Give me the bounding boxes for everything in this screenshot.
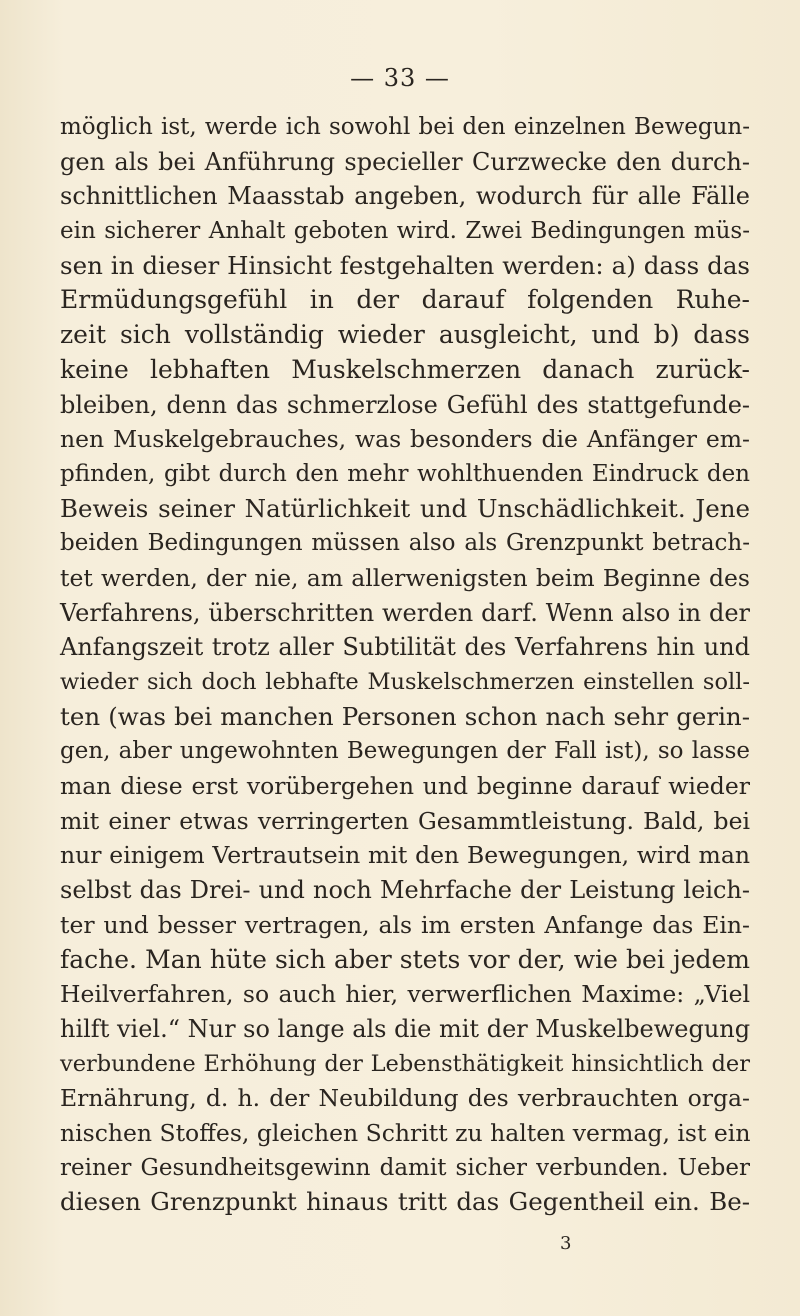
text-line: nen Muskelgebrauches, was besonders die Anfänger em-	[60, 425, 750, 454]
text-line: Beweis seiner Natürlichkeit und Unschädlichkeit. Jene	[60, 493, 750, 523]
text-line: ten (was bei manchen Personen schon nach sehr gerin-	[60, 701, 750, 731]
text-line: zeit sich vollständig wieder ausgleicht, und b) dass	[60, 320, 750, 350]
text-line: mit einer etwas verringerten Gesammtleistung. Bald, bei	[60, 806, 750, 835]
page-number-header: — 33 —	[350, 64, 450, 92]
text-line: Anfangszeit trotz aller Subtilität des Verfahrens hin und	[60, 633, 750, 662]
text-line: hilft viel.“ Nur so lange als die mit der Muskelbewegung	[60, 1014, 751, 1043]
text-line: gen, aber ungewohnten Bewegungen der Fall ist), so lasse	[60, 738, 750, 765]
text-line: keine lebhaften Muskelschmerzen danach zurück-	[60, 354, 750, 384]
text-line: ter und besser vertragen, als im ersten Anfange das Ein-	[60, 910, 750, 939]
body-text	[60, 110, 750, 1220]
text-line: gen als bei Anführung specieller Curzwecke den durch-	[60, 147, 750, 176]
text-line: pfinden, gibt durch den mehr wohlthuenden Eindruck den	[60, 460, 750, 487]
text-line: verbundene Erhöhung der Lebensthätigkeit hinsichtlich der	[60, 1050, 750, 1077]
text-line: wieder sich doch lebhafte Muskelschmerzen einstellen soll-	[60, 669, 750, 695]
text-line: diesen Grenzpunkt hinaus tritt das Gegentheil ein. Be-	[60, 1187, 750, 1217]
text-line: beiden Bedingungen müssen also als Grenzpunkt betrach-	[60, 530, 750, 557]
text-line: reiner Gesundheitsgewinn damit sicher verbunden. Ueber	[60, 1154, 750, 1181]
text-line: Ernährung, d. h. der Neubildung des verbrauchten orga-	[60, 1084, 750, 1113]
text-line: nischen Stoffes, gleichen Schritt zu halten vermag, ist ein	[60, 1118, 751, 1147]
text-line: selbst das Drei- und noch Mehrfache der Leistung leich-	[60, 876, 750, 905]
text-line: tet werden, der nie, am allerwenigsten beim Beginne des	[60, 563, 750, 592]
text-line: Verfahrens, überschritten werden darf. Wenn also in der	[60, 598, 750, 627]
text-line: bleiben, denn das schmerzlose Gefühl des stattgefunde-	[60, 390, 750, 419]
text-line: man diese erst vorübergehen und beginne darauf wieder	[60, 772, 750, 801]
text-line: schnittlichen Maasstab angeben, wodurch für alle Fälle	[60, 182, 750, 211]
text-line: fache. Man hüte sich aber stets vor der, wie bei jedem	[60, 944, 750, 974]
signature-mark: 3	[560, 1233, 572, 1254]
text-line: Ermüdungsgefühl in der darauf folgenden Ruhe-	[60, 285, 750, 315]
text-line: ein sicherer Anhalt geboten wird. Zwei Bedingungen müs-	[60, 218, 750, 245]
text-line: nur einigem Vertrautsein mit den Bewegungen, wird man	[60, 841, 750, 870]
text-line: sen in dieser Hinsicht festgehalten werden: a) dass das	[60, 250, 750, 280]
text-line: Heilverfahren, so auch hier, verwerflichen Maxime: „Viel	[60, 980, 750, 1009]
text-line: möglich ist, werde ich sowohl bei den einzelnen Bewegun-	[60, 114, 750, 140]
